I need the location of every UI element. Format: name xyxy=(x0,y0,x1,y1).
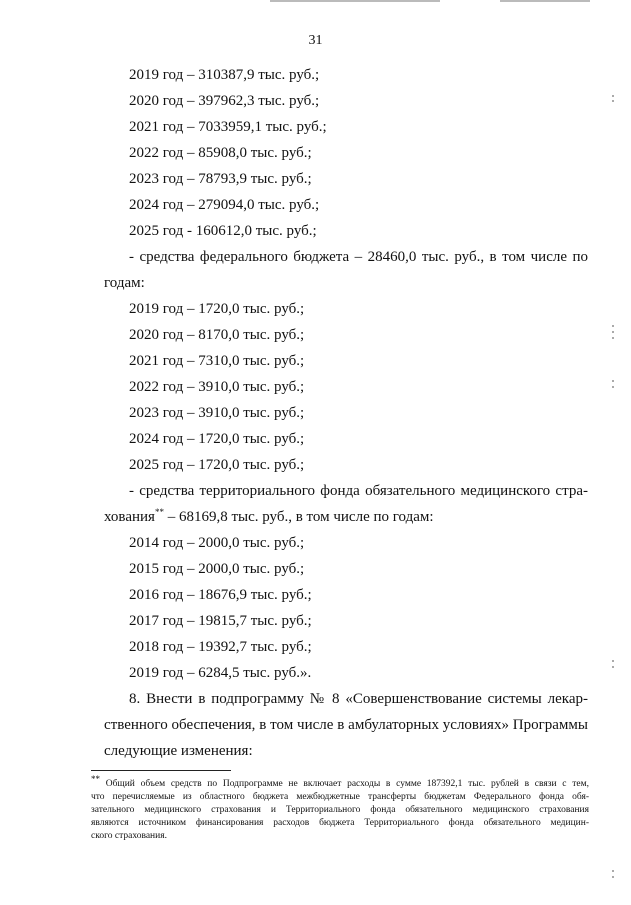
federal-budget-line-cont: годам: xyxy=(104,275,145,291)
footnote-line: зательного медицинского страхования и Территориального фонда обязательного медицинского страхования xyxy=(91,805,589,815)
list-item: 2021 год – 7033959,1 тыс. руб.; xyxy=(129,119,327,135)
list-item: 2015 год – 2000,0 тыс. руб.; xyxy=(129,561,305,577)
footnote-text: Общий объем средств по Подпрограмме не включает расходы в сумме 187392,1 тыс. рублей в связи с тем, xyxy=(100,779,589,789)
list-item: 2025 год - 160612,0 тыс. руб.; xyxy=(129,223,317,239)
territorial-fund-line: - средства территориального фонда обязательного медицинского стра- xyxy=(129,483,588,499)
list-item: 2022 год – 3910,0 тыс. руб.; xyxy=(129,379,305,395)
scan-mark-top xyxy=(270,0,440,2)
footnote-line: ского страхования. xyxy=(91,831,167,841)
list-item: 2022 год – 85908,0 тыс. руб.; xyxy=(129,145,312,161)
list-item: 2024 год – 279094,0 тыс. руб.; xyxy=(129,197,320,213)
territorial-fund-line-cont xyxy=(104,508,434,526)
footnote-line xyxy=(91,773,589,791)
list-item: 2016 год – 18676,9 тыс. руб.; xyxy=(129,587,312,603)
federal-budget-line: - средства федерального бюджета – 28460,0 тыс. руб., в том числе по xyxy=(129,249,588,265)
list-item: 2014 год – 2000,0 тыс. руб.; xyxy=(129,535,305,551)
list-item: 2020 год – 397962,3 тыс. руб.; xyxy=(129,93,320,109)
list-item: 2024 год – 1720,0 тыс. руб.; xyxy=(129,431,305,447)
list-item: 2019 год – 310387,9 тыс. руб.; xyxy=(129,67,320,83)
list-item: 2023 год – 78793,9 тыс. руб.; xyxy=(129,171,312,187)
footnote-mark: ** xyxy=(154,507,164,517)
list-item: 2025 год – 1720,0 тыс. руб.; xyxy=(129,457,305,473)
list-item: 2023 год – 3910,0 тыс. руб.; xyxy=(129,405,305,421)
scan-mark-top-right xyxy=(500,0,590,2)
page-number: 31 xyxy=(308,33,323,48)
list-item: 2021 год – 7310,0 тыс. руб.; xyxy=(129,353,305,369)
footnote-line: что перечисляемые из областного бюджета межбюджетные трансферты бюджетам Федерального фонда обя- xyxy=(91,792,589,802)
list-item: 2018 год – 19392,7 тыс. руб.; xyxy=(129,639,312,655)
list-item: 2019 год – 1720,0 тыс. руб.; xyxy=(129,301,305,317)
footnote-marker: ** xyxy=(91,773,100,784)
list-item: 2017 год – 19815,7 тыс. руб.; xyxy=(129,613,312,629)
footnote-line: являются источником финансирования расходов бюджета Территориального фонда обязательного медицин- xyxy=(91,818,589,828)
territorial-fund-word: хования xyxy=(104,509,155,525)
item8-line: ственного обеспечения, в том числе в амбулаторных условиях» Программы xyxy=(104,717,588,733)
item8-line: следующие изменения: xyxy=(104,743,253,759)
footnote-rule xyxy=(91,770,231,771)
territorial-fund-amount: – 68169,8 тыс. руб., в том числе по годам: xyxy=(163,509,434,525)
item8-line: 8. Внести в подпрограмму № 8 «Совершенствование системы лекар- xyxy=(129,691,588,707)
list-item: 2020 год – 8170,0 тыс. руб.; xyxy=(129,327,305,343)
list-item: 2019 год – 6284,5 тыс. руб.». xyxy=(129,665,312,681)
